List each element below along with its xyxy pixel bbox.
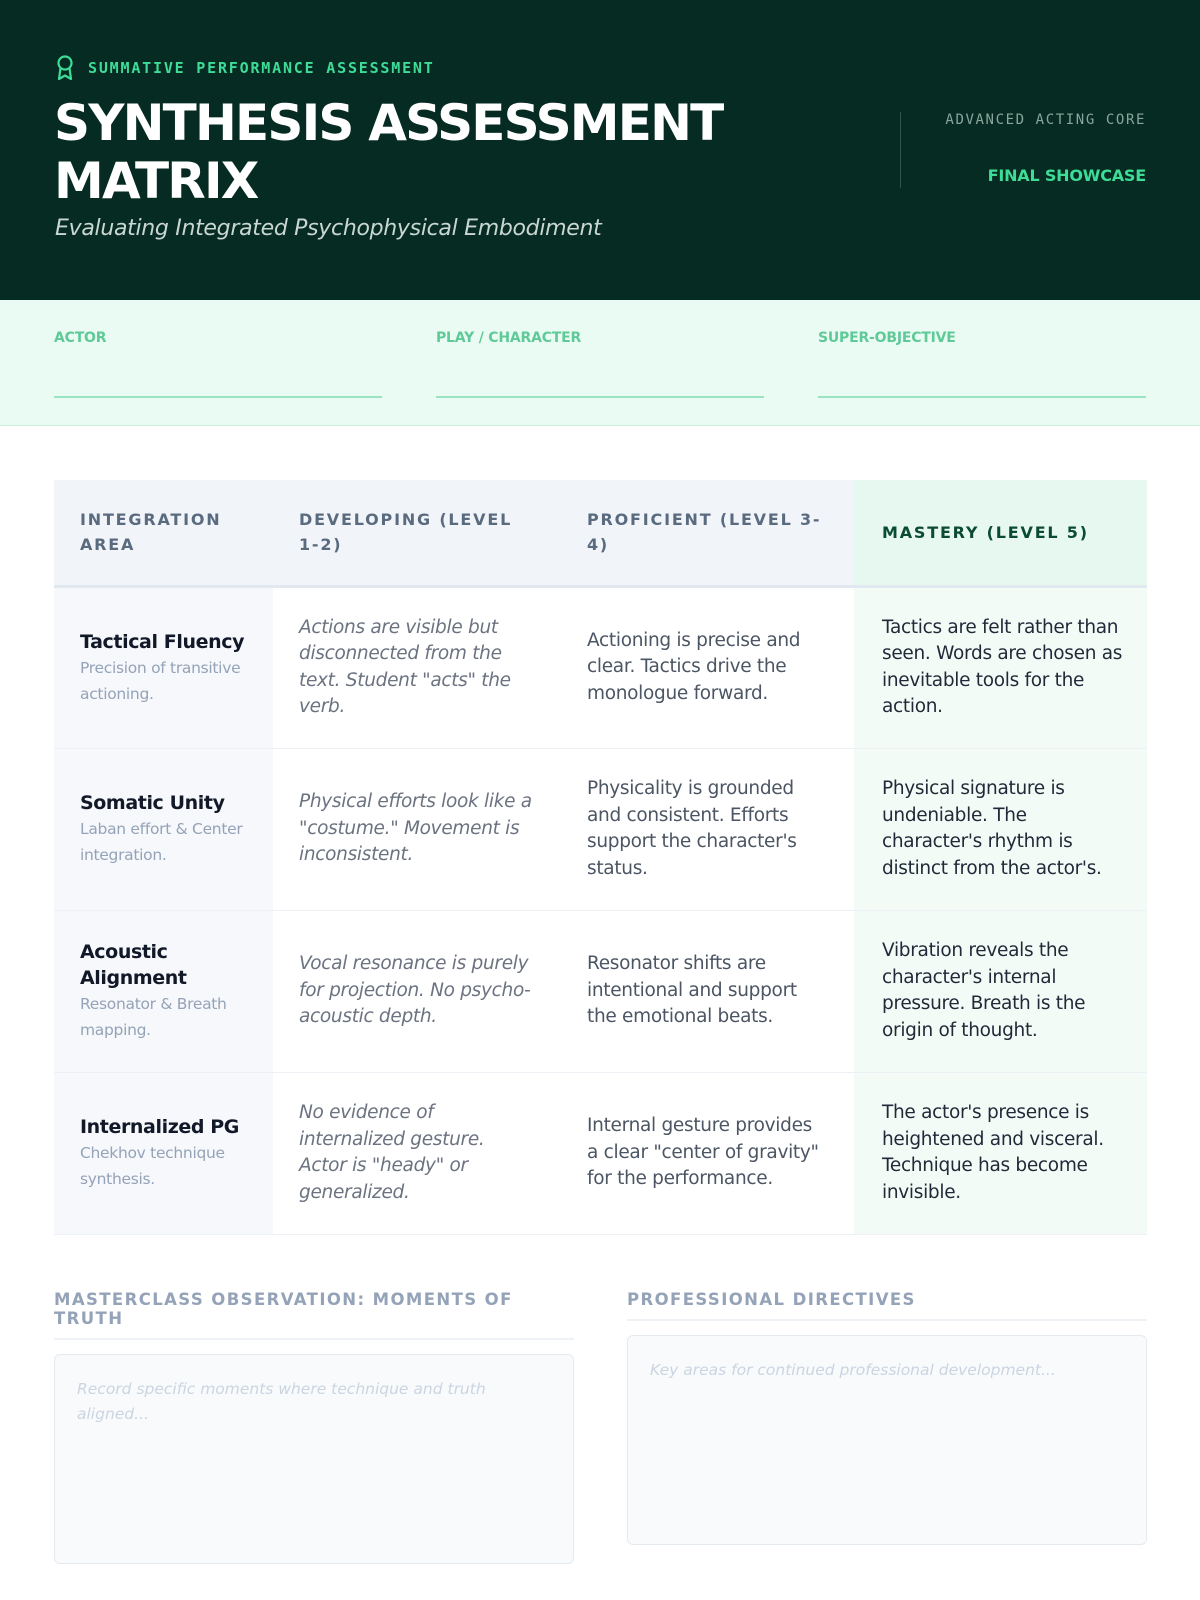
table-row: [54, 586, 1147, 748]
proficient-cell[interactable]: [561, 1072, 854, 1234]
proficient-text: Internal gesture provides a clear "center of gravity" for the performance.: [587, 1115, 819, 1190]
matrix-header-row: [54, 480, 1147, 586]
page-subtitle: Evaluating Integrated Psychophysical Embodiment: [55, 216, 602, 241]
developing-text: Physical efforts look like a "costume." Movement is inconsistent.: [299, 791, 532, 866]
area-cell: [54, 910, 273, 1072]
developing-text: Actions are visible but disconnected from the text. Student "acts" the verb.: [299, 616, 511, 717]
super-objective-field[interactable]: [818, 330, 1146, 346]
award-ribbon-icon: [54, 54, 76, 82]
column-header-developing: DEVELOPING (LEVEL 1-2): [273, 480, 561, 586]
area-description: Resonator & Breath mapping.: [80, 995, 227, 1039]
mastery-text: Physical signature is undeniable. The character's rhythm is distinct from the actor's.: [882, 778, 1102, 879]
header-divider: [900, 112, 901, 188]
area-cell: [54, 748, 273, 910]
observation-section: [54, 1290, 574, 1569]
eyebrow-label: SUMMATIVE PERFORMANCE ASSESSMENT: [88, 59, 435, 77]
observation-heading: MASTERCLASS OBSERVATION: MOMENTS OF TRUTH: [54, 1290, 574, 1340]
mastery-cell[interactable]: [854, 910, 1147, 1072]
proficient-cell[interactable]: [561, 910, 854, 1072]
mastery-cell[interactable]: [854, 586, 1147, 748]
area-name: Somatic Unity: [80, 792, 225, 814]
column-header-area: INTEGRATION AREA: [54, 480, 273, 586]
observation-textarea[interactable]: [54, 1354, 574, 1564]
developing-text: No evidence of internalized gesture. Actor is "heady" or generalized.: [299, 1102, 485, 1203]
area-description: Laban effort & Center integration.: [80, 820, 243, 864]
mastery-text: Vibration reveals the character's internal pressure. Breath is the origin of thought.: [882, 940, 1086, 1041]
developing-cell[interactable]: [273, 1072, 561, 1234]
mastery-cell[interactable]: [854, 1072, 1147, 1234]
developing-cell[interactable]: [273, 910, 561, 1072]
actor-input-line[interactable]: [54, 396, 382, 398]
proficient-cell[interactable]: [561, 748, 854, 910]
column-header-mastery: MASTERY (LEVEL 5): [854, 480, 1147, 586]
table-row: [54, 1072, 1147, 1234]
directives-section: [627, 1290, 1147, 1550]
area-name: Acoustic Alignment: [80, 941, 187, 989]
directives-heading: PROFESSIONAL DIRECTIVES: [627, 1290, 1147, 1321]
showcase-badge: FINAL SHOWCASE: [987, 166, 1146, 185]
proficient-text: Physicality is grounded and consistent. Efforts support the character's status.: [587, 778, 797, 879]
column-header-proficient: PROFICIENT (LEVEL 3-4): [561, 480, 854, 586]
developing-cell[interactable]: [273, 586, 561, 748]
student-info-band: [0, 300, 1200, 426]
actor-label: ACTOR: [54, 330, 107, 346]
proficient-cell[interactable]: [561, 586, 854, 748]
developing-text: Vocal resonance is purely for projection. No psycho-acoustic depth.: [299, 953, 531, 1028]
area-description: Precision of transitive actioning.: [80, 658, 241, 703]
table-row: [54, 748, 1147, 910]
area-name: Internalized PG: [80, 1116, 239, 1138]
assessment-matrix: [54, 480, 1147, 1235]
mastery-text: Tactics are felt rather than seen. Words are chosen as inevitable tools for the action.: [882, 616, 1123, 717]
table-row: [54, 910, 1147, 1072]
page-title: SYNTHESIS ASSESSMENT MATRIX: [54, 94, 723, 210]
proficient-text: Actioning is precise and clear. Tactics drive the monologue forward.: [587, 629, 801, 704]
directives-textarea[interactable]: [627, 1335, 1147, 1545]
play-character-input-line[interactable]: [436, 396, 764, 398]
area-cell: [54, 1072, 273, 1234]
eyebrow: [54, 54, 435, 82]
super-objective-input-line[interactable]: [818, 396, 1146, 398]
header-banner: [0, 0, 1200, 300]
area-cell: [54, 586, 273, 748]
play-character-field[interactable]: [436, 330, 764, 346]
area-name: Tactical Fluency: [80, 630, 245, 653]
proficient-text: Resonator shifts are intentional and support the emotional beats.: [587, 953, 797, 1028]
course-label: ADVANCED ACTING CORE: [945, 112, 1146, 128]
area-description: Chekhov technique synthesis.: [80, 1144, 225, 1188]
super-objective-label: SUPER-OBJECTIVE: [818, 330, 956, 346]
mastery-cell[interactable]: [854, 748, 1147, 910]
mastery-text: The actor's presence is heightened and visceral. Technique has become invisible.: [882, 1102, 1104, 1203]
actor-field[interactable]: [54, 330, 382, 346]
developing-cell[interactable]: [273, 748, 561, 910]
play-character-label: PLAY / CHARACTER: [436, 330, 582, 346]
